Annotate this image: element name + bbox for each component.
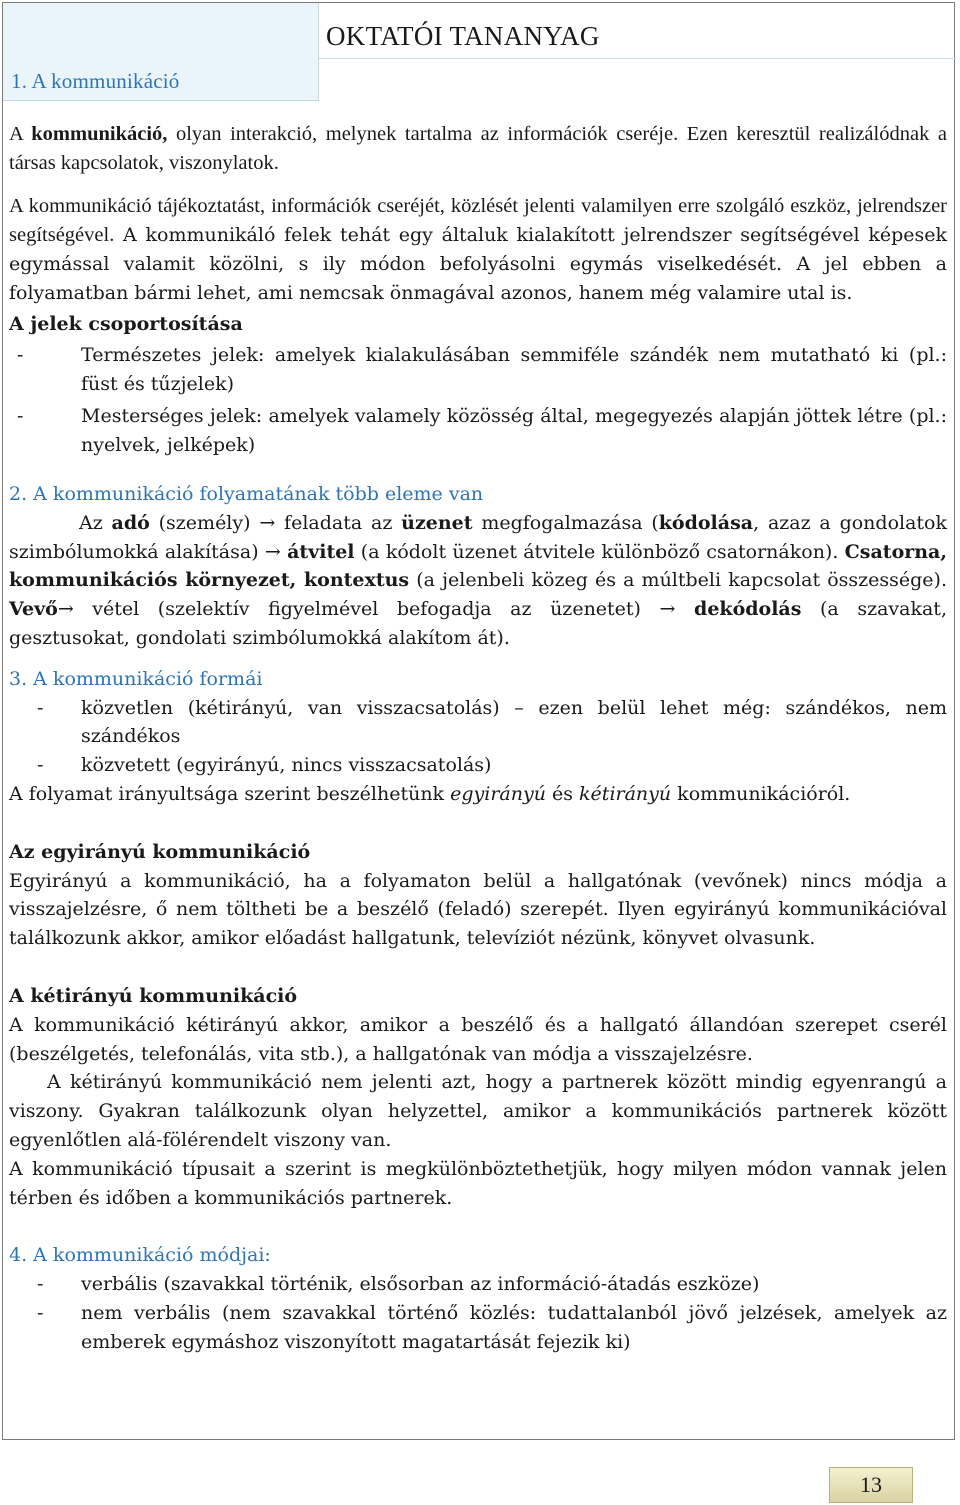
list-item: - nem verbális (nem szavakkal történő közlés: tudattalanból jövő jelzések, amelyek az emberek egymáshoz viszonyított magatartását fejezik ki) bbox=[37, 1301, 947, 1353]
section-2-heading: 2. A kommunikáció folyamatának több eleme van bbox=[9, 482, 484, 505]
oneway-heading: Az egyirányú kommunikáció bbox=[9, 840, 311, 863]
twoway-paragraph-2: A kétirányú kommunikáció nem jelenti azt, hogy a partnerek között mindig egyenrangú a viszony. Gyakran találkozunk olyan helyzettel, amikor a kommunikációs partnerek között egyenlőtlen alá-fölérendelt viszony van. bbox=[9, 1071, 947, 1151]
intro-paragraph-1: A kommunikáció, olyan interakció, melynek tartalma az információk cseréje. Ezen keresztül realizálódnak a társas kapcsolatok, viszonylatok. bbox=[9, 123, 947, 174]
signs-list bbox=[9, 341, 947, 460]
modes-list bbox=[9, 1270, 947, 1356]
chapter-title: 1. A kommunikáció bbox=[11, 69, 180, 93]
header-divider bbox=[319, 58, 956, 59]
signs-heading: A jelek csoportosítása bbox=[9, 313, 243, 335]
list-item: - közvetett (egyirányú, nincs visszacsatolás) bbox=[37, 754, 492, 777]
twoway-paragraph-3: A kommunikáció típusait a szerint is megkülönböztethetjük, hogy milyen módon vannak jelen térben és időben a kommunikációs partnerek. bbox=[9, 1157, 947, 1209]
kommunikacio-term: kommunikáció, bbox=[31, 123, 168, 145]
section-3-heading: 3. A kommunikáció formái bbox=[9, 667, 263, 690]
list-item: - Természetes jelek: amelyek kialakulásában semmiféle szándék nem mutatható ki (pl.: füst és tűzjelek) bbox=[17, 343, 947, 395]
direction-summary: A folyamat irányultsága szerint beszélhetünk egyirányú és kétirányú kommunikációról. bbox=[9, 782, 851, 805]
chapter-box bbox=[3, 3, 319, 101]
twoway-heading: A kétirányú kommunikáció bbox=[9, 984, 298, 1007]
list-item: - verbális (szavakkal történik, elsősorban az információ-átadás eszköze) bbox=[37, 1273, 760, 1296]
page-number: 13 bbox=[829, 1467, 913, 1503]
list-item: - Mesterséges jelek: amelyek valamely közösség által, megegyezés alapján jöttek létre (pl.: nyelvek, jelképek) bbox=[17, 405, 947, 457]
oneway-paragraph: Egyirányú a kommunikáció, ha a folyamaton belül a hallgatónak (vevőnek) nincs módja a visszajelzésre, ő nem töltheti be a beszélő (feladó) szerepét. Ilyen egyirányú kommunikációval találkozunk akkor, amikor előadást hallgatunk, televíziót nézünk, könyvet olvasunk. bbox=[9, 869, 947, 950]
forms-list bbox=[9, 694, 947, 780]
main-content bbox=[9, 120, 947, 1357]
process-paragraph: Az adó (személy) → feladata az üzenet megfogalmazása (kódolása, azaz a gondolatok szimbólumokká alakítása) → átvitel (a kódolt üzenet átvitele különböző csatornákon). Csatorna, kommunikációs környezet, kontextus (a jelenbeli közeg és a múltbeli kapcsolat összessége). Vevő→ vétel (szelektív figyelmével befogadja az üzenetet) → dekódolás (a szavakat, gesztusokat, gondolati szimbólumokká alakítom át). bbox=[9, 511, 947, 649]
section-4-heading: 4. A kommunikáció módjai: bbox=[9, 1244, 271, 1267]
document-title: OKTATÓI TANANYAG bbox=[326, 21, 600, 51]
twoway-paragraph-1: A kommunikáció kétirányú akkor, amikor a beszélő és a hallgató állandóan szerepet cserél (beszélgetés, telefonálás, vita stb.), a hallgatónak van módja a visszajelzésre. bbox=[9, 1013, 947, 1065]
intro-paragraph-2: A kommunikáció tájékoztatást, információk cseréjét, közlését jelenti valamilyen erre szolgáló eszköz, jelrendszer segítségével. A kommunikáló felek tehát egy általuk kialakított jelrendszer segítségével képesek egymással valamit közölni, s ily módon befolyásolni egymás viselkedését. A jel ebben a folyamatban bármi lehet, ami nemcsak önmagával azonos, hanem még valamire utal is. bbox=[9, 195, 947, 304]
header bbox=[3, 3, 956, 101]
list-item: - közvetlen (kétirányú, van visszacsatolás) – ezen belül lehet még: szándékos, nem szándékos bbox=[37, 696, 947, 748]
